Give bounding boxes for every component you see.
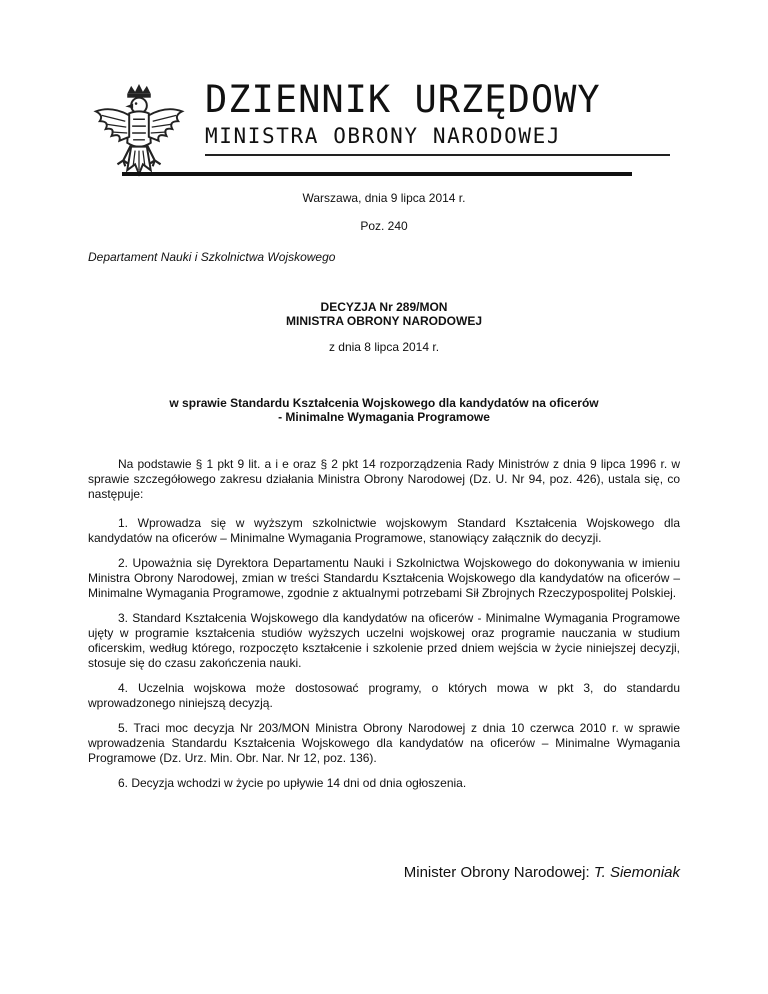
journal-subtitle: MINISTRA OBRONY NARODOWEJ bbox=[205, 124, 562, 148]
point-paragraph: 2. Upoważnia się Dyrektora Departamentu Nauki i Szkolnictwa Wojskowego do dokonywania w imieniu Ministra Obrony Narodowej, zmian w treści Standardu Kształcenia Wojskowego dla kandydatów na oficerów – Minimalne Wymagania Programowe, zgodnie z aktualnymi potrzebami Sił Zbrojnych Rzeczypospolitej Polskiej. bbox=[88, 556, 680, 600]
department-name: Departament Nauki i Szkolnictwa Wojskowego bbox=[88, 250, 336, 264]
eagle-emblem-icon bbox=[90, 82, 188, 180]
masthead bbox=[90, 78, 690, 178]
signature-role: Minister Obrony Narodowej: bbox=[403, 864, 594, 881]
decision-date: z dnia 8 lipca 2014 r. bbox=[328, 340, 440, 354]
header-rule-thick bbox=[122, 172, 632, 176]
decision-subject-line1: w sprawie Standardu Kształcenia Wojskowego dla kandydatów na oficerów bbox=[169, 396, 599, 410]
header-rule-thin bbox=[205, 154, 670, 156]
point-paragraph: 1. Wprowadza się w wyższym szkolnictwie wojskowym Standard Kształcenia Wojskowego dla kandydatów na oficerów – Minimalne Wymagania Programowe, stanowiący załącznik do decyzji. bbox=[88, 516, 680, 545]
decision-subject-line2: - Minimalne Wymagania Programowe bbox=[278, 410, 490, 424]
position-number: Poz. 240 bbox=[360, 219, 408, 233]
signature bbox=[404, 864, 680, 882]
point-paragraph: 3. Standard Kształcenia Wojskowego dla kandydatów na oficerów - Minimalne Wymagania Programowe ujęty w programie kształcenia studiów wyższych uczelni wojskowej oraz programie nauczania w studium oficerskim, według którego, rozpoczęto kształcenie i szkolenie przed dniem wejścia w życie niniejszej decyzji, stosuje się do czasu zakończenia nauki. bbox=[88, 611, 680, 670]
decision-issuer: MINISTRA OBRONY NARODOWEJ bbox=[285, 314, 482, 328]
place-date: Warszawa, dnia 9 lipca 2014 r. bbox=[302, 191, 466, 205]
point-paragraph: 4. Uczelnia wojskowa może dostosować programy, o których mowa w pkt 3, do standardu wprowadzonego niniejszą decyzją. bbox=[88, 681, 680, 710]
journal-title: DZIENNIK URZĘDOWY bbox=[205, 78, 601, 121]
signature-name: T. Siemoniak bbox=[593, 864, 680, 881]
preamble-paragraph: Na podstawie § 1 pkt 9 lit. a i e oraz § 2 pkt 14 rozporządzenia Rady Ministrów z dnia 9 lipca 1996 r. w sprawie szczegółowego zakresu działania Ministra Obrony Narodowej (Dz. U. Nr 94, poz. 426), ustala się, co następuje: bbox=[88, 457, 680, 501]
decision-body bbox=[88, 457, 680, 801]
point-paragraph: 6. Decyzja wchodzi w życie po upływie 14 dni od dnia ogłoszenia. bbox=[118, 776, 467, 790]
decision-number: DECYZJA Nr 289/MON bbox=[320, 300, 448, 314]
point-paragraph: 5. Traci moc decyzja Nr 203/MON Ministra Obrony Narodowej z dnia 10 czerwca 2010 r. w sprawie wprowadzenia Standardu Kształcenia Wojskowego dla kandydatów na oficerów – Minimalne Wymagania Programowe (Dz. Urz. Min. Obr. Nar. Nr 12, poz. 136). bbox=[88, 721, 680, 765]
